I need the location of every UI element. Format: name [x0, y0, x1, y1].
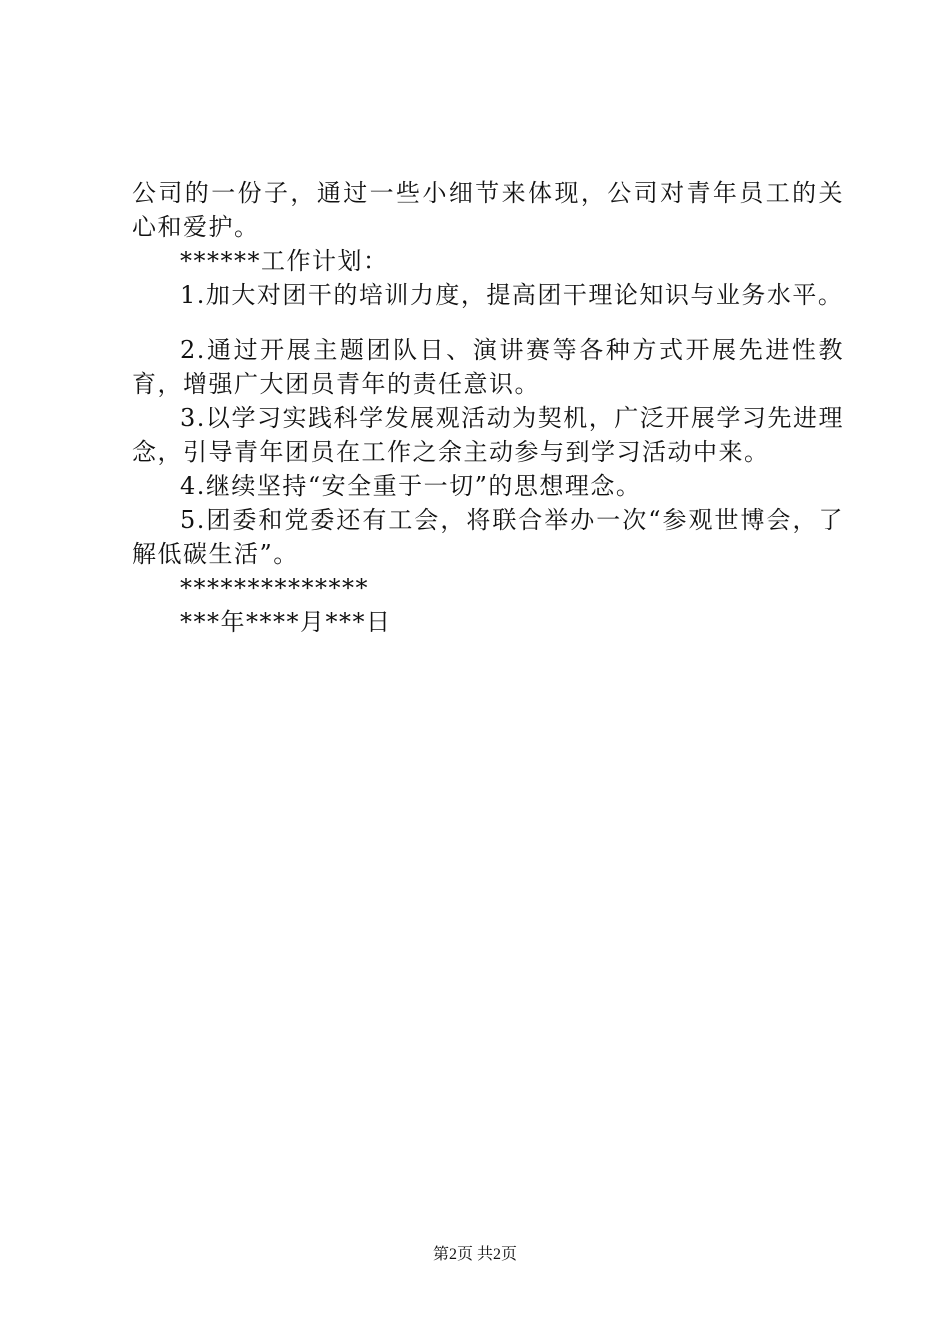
signature-placeholder: ************** — [180, 574, 369, 602]
plan-item-2: 2.通过开展主题团队日、演讲赛等各种方式开展先进性教育，增强广大团员青年的责任意识。 — [132, 336, 844, 398]
plan-item-5: 5.团委和党委还有工会，将联合举办一次“参观世博会，了解低碳生活”。 — [132, 506, 844, 568]
plan-item-3: 3.以学习实践科学发展观活动为契机，广泛开展学习先进理念，引导青年团员在工作之余主动参与到学习活动中来。 — [132, 404, 844, 466]
plan-item-1: 1.加大对团干的培训力度，提高团干理论知识与业务水平。 — [180, 281, 844, 309]
work-plan-heading: ******工作计划： — [180, 247, 389, 275]
paragraph-continuation: 公司的一份子，通过一些小细节来体现，公司对青年员工的关心和爱护。 — [132, 179, 844, 241]
document-body — [132, 176, 844, 639]
page-number-footer: 第2页 共2页 — [432, 1246, 517, 1263]
date-placeholder: ***年****月***日 — [180, 608, 392, 636]
plan-item-4: 4.继续坚持“安全重于一切”的思想理念。 — [180, 472, 642, 500]
